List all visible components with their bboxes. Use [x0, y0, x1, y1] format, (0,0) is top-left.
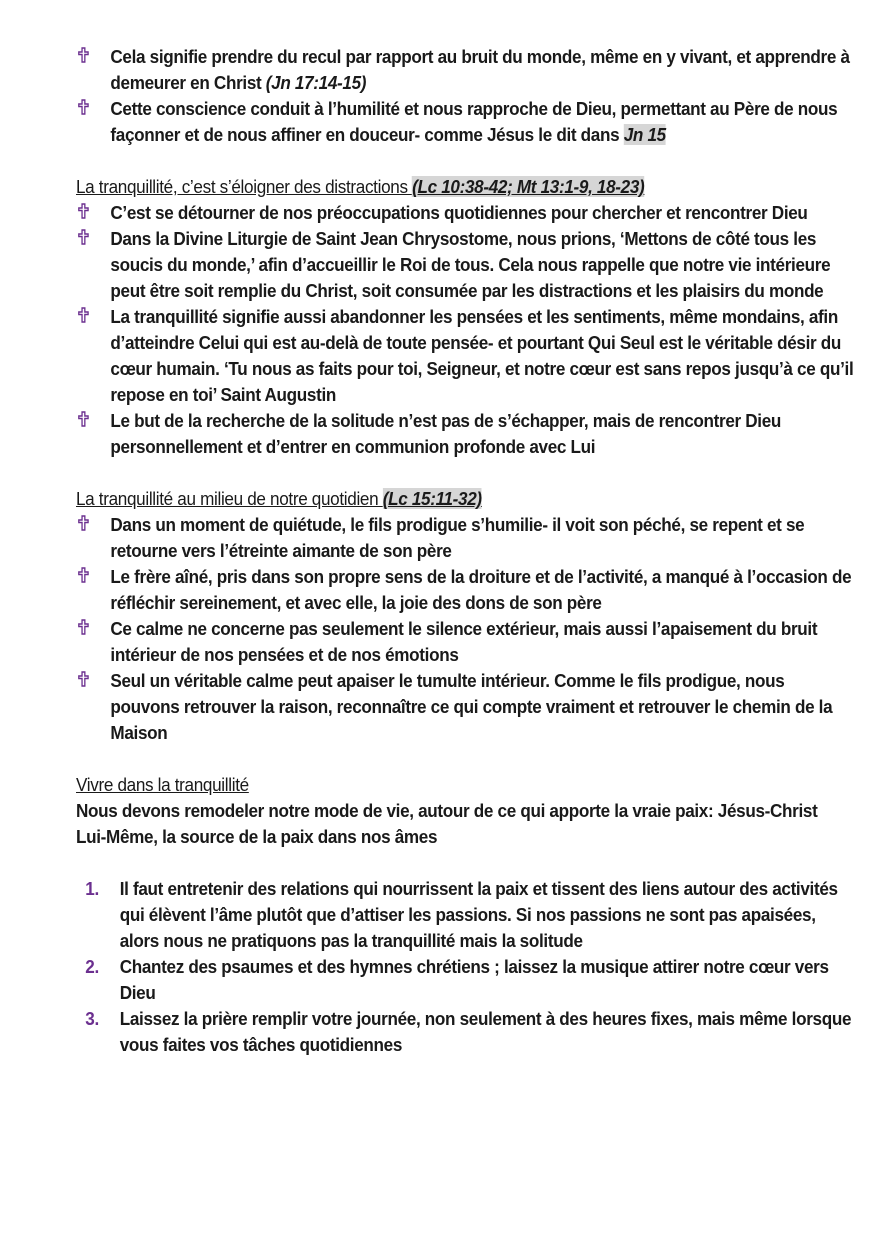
list-item [76, 954, 854, 1006]
list-item-text: Le frère aîné, pris dans son propre sens de la droiture et de l’activité, a manqué à l’occasion de réfléchir sereinement, et avec elle, la joie des dons de son père [110, 566, 852, 613]
latin-cross-icon [76, 44, 91, 70]
latin-cross-icon [76, 200, 91, 226]
list-item-text: Ce calme ne concerne pas seulement le silence extérieur, mais aussi l’apaisement du bruit intérieur de nos pensées et de nos émotions [110, 618, 818, 665]
list-item-text: C’est se détourner de nos préoccupations quotidiennes pour chercher et rencontrer Dieu [110, 202, 808, 223]
section-heading-distractions [76, 174, 820, 200]
list-item [76, 200, 854, 226]
list-item-text: La tranquillité signifie aussi abandonner les pensées et les sentiments, même mondains, afin d’atteindre Celui qui est au-delà de toute pensée- et pourtant Qui Seul est le véritable désir du cœur humain. ‘Tu nous as faits pour toi, Seigneur, et notre cœur est sans repos jusqu’à ce qu’il repose en toi’ Saint Augustin [110, 306, 854, 405]
latin-cross-icon [76, 564, 91, 590]
list-number: 1. [85, 878, 99, 899]
scripture-reference: Jn 15 [623, 124, 666, 145]
list-item [76, 226, 854, 304]
numbered-list [76, 876, 852, 1058]
latin-cross-icon [76, 304, 91, 330]
scripture-reference: (Jn 17:14-15) [265, 72, 367, 93]
list-item-text: Il faut entretenir des relations qui nourrissent la paix et tissent des liens autour des activités qui élèvent l’âme plutôt que d’attiser les passions. Si nos passions ne sont pas apaisées, alors nous ne pratiquons pas la tranquillité mais la solitude [119, 878, 838, 951]
list-item [76, 876, 854, 954]
list-item [76, 512, 854, 564]
list-item-text: Cela signifie prendre du recul par rapport au bruit du monde, même en y vivant, et apprendre à demeurer en Christ [110, 46, 850, 93]
latin-cross-icon [76, 226, 91, 252]
list-item [76, 1006, 854, 1058]
list-item-text: Dans la Divine Liturgie de Saint Jean Chrysostome, nous prions, ‘Mettons de côté tous les soucis du monde,’ afin d’accueillir le Roi de tous. Cela nous rappelle que notre vie intérieure peut être soit remplie du Christ, soit consumée par les distractions et les plaisirs du monde [110, 228, 831, 301]
list-item [76, 564, 854, 616]
list-item [76, 96, 854, 148]
section-heading-daily-life [76, 486, 820, 512]
latin-cross-icon [76, 668, 91, 694]
list-item [76, 44, 854, 96]
section-heading-text: Vivre dans la tranquillité [76, 774, 249, 795]
latin-cross-icon [76, 96, 91, 122]
list-item-text: Dans un moment de quiétude, le fils prodigue s’humilie- il voit son péché, se repent et se retourne vers l’étreinte aimante de son père [110, 514, 805, 561]
list-item [76, 304, 854, 408]
list-item [76, 616, 854, 668]
daily-life-bullet-list [76, 512, 852, 746]
top-bullet-list [76, 44, 850, 148]
list-item-text: Cette conscience conduit à l’humilité et nous rapproche de Dieu, permettant au Père de nous façonner et de nous affiner en douceur- comme Jésus le dit dans [110, 98, 838, 145]
document-body [76, 44, 854, 1058]
distractions-bullet-list [76, 200, 854, 460]
section-heading-text: La tranquillité au milieu de notre quotidien [76, 488, 383, 509]
list-number: 3. [85, 1008, 99, 1029]
list-item-text: Laissez la prière remplir votre journée, non seulement à des heures fixes, mais même lorsque vous faites vos tâches quotidiennes [119, 1008, 852, 1055]
section-intro: Nous devons remodeler notre mode de vie, autour de ce qui apporte la vraie paix: Jésus-Christ Lui-Même, la source de la paix dans nos âmes [76, 800, 818, 847]
scripture-reference: (Lc 15:11-32) [382, 488, 482, 509]
list-item-text: Le but de la recherche de la solitude n’est pas de s’échapper, mais de rencontrer Dieu personnellement et d’entrer en communion profonde avec Lui [110, 410, 782, 457]
latin-cross-icon [76, 408, 91, 434]
latin-cross-icon [76, 512, 91, 538]
latin-cross-icon [76, 616, 91, 642]
section-heading-living [76, 772, 820, 798]
scripture-reference: (Lc 10:38-42; Mt 13:1-9, 18-23) [412, 176, 645, 197]
list-item-text: Seul un véritable calme peut apaiser le tumulte intérieur. Comme le fils prodigue, nous pouvons retrouver la raison, reconnaître ce qui compte vraiment et retrouver le chemin de la Maison [110, 670, 833, 743]
section-heading-text: La tranquillité, c’est s’éloigner des distractions [76, 176, 413, 197]
list-item-text: Chantez des psaumes et des hymnes chrétiens ; laissez la musique attirer notre cœur vers Dieu [119, 956, 829, 1003]
list-item [76, 668, 854, 746]
list-number: 2. [85, 956, 99, 977]
list-item [76, 408, 854, 460]
